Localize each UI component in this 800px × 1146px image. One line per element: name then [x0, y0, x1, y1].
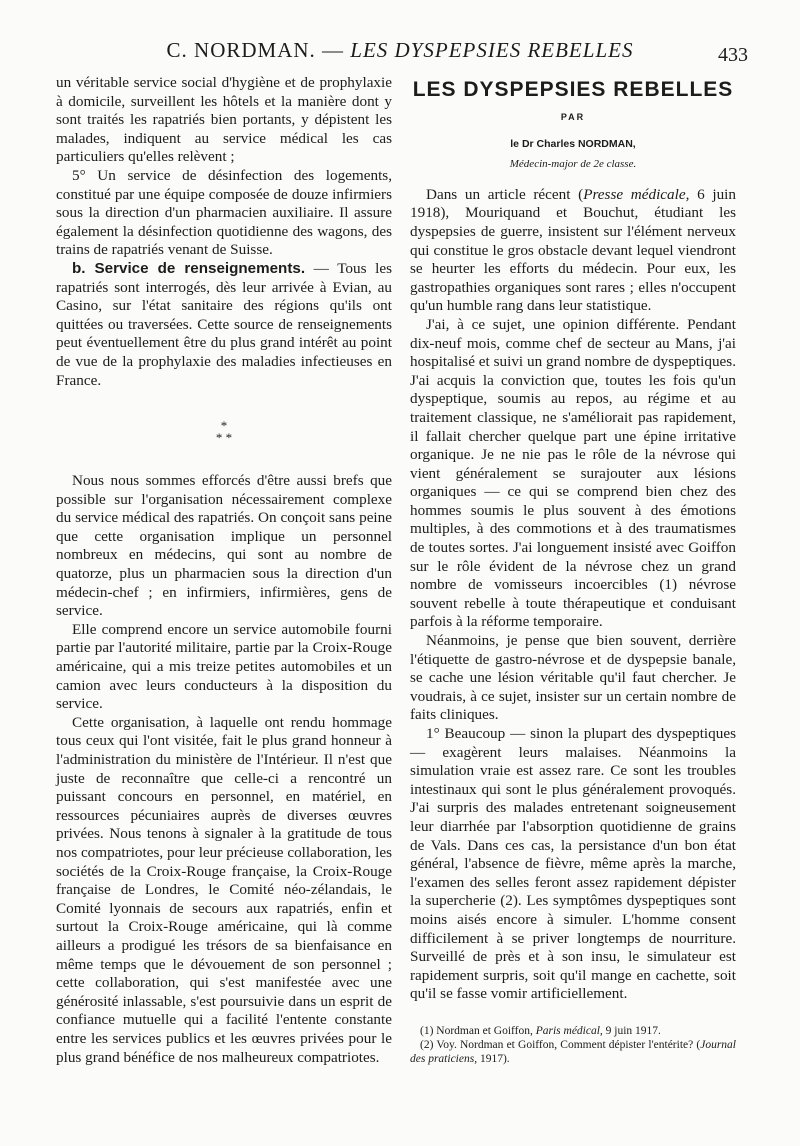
footnote-text: (2) Voy. Nordman et Goiffon, Comment dépister l'entérite? (: [420, 1038, 701, 1051]
paragraph: Nous nous sommes efforcés d'être aussi brefs que possible sur l'organisation nécessairement complexe du service médical des rapatriés. On conçoit sans peine que cette organisation implique un personnel nombreux en médecins, qui sont au nombre de quatorze, plus un pharmacien sous la direction d'un médecin-chef ; en infirmiers, infirmières, gens de service.: [56, 472, 392, 620]
footnote-text: (1) Nordman et Goiffon,: [420, 1024, 536, 1037]
text: 6 juin 1918), Mouriquand et Bouchut, étudiant les dyspepsies de guerre, insistent sur l'élément nerveux qui constitue le gros obstacle devant lequel viendront se heurter les efforts du médecin. Pour eux, les gastropathies organiques sont rares ; elles n'occupent qu'un humble rang dans leur statistique.: [410, 185, 736, 315]
paragraph: 1° Beaucoup — sinon la plupart des dyspeptiques — exagèrent leurs malaises. Néanmoins la simulation vraie est assez rare. Ce sont les troubles intestinaux qui sont le plus généralement provoqués. J'ai surpris des malades entretenant soigneusement leur diarrhée par l'absorption quotidienne de grains de Vals. Dans ces cas, la persistance d'un bon état général, l'absence de fièvre, même après la marche, l'examen des selles feront assez rapidement dépister la supercherie (2). Les symptômes dyspeptiques sont moins aisés encore à simuler. L'homme consent difficilement à se priver longtemps de nourriture. Surveillé de près et à son insu, le simulateur est rapidement surpris, soit qu'il mange en cachette, soit qu'il se fasse vomir artificiellement.: [410, 725, 736, 1003]
paragraph: Elle comprend encore un service automobile fourni partie par l'autorité militaire, partie par la Croix-Rouge américaine, qui a mis treize petites automobiles et un camion avec leurs conducteurs à la disposition du service.: [56, 620, 392, 713]
star-top: *: [220, 418, 228, 434]
footnote-citation: Journal des praticiens,: [410, 1038, 736, 1065]
paragraph: Néanmoins, je pense que bien souvent, derrière l'étiquette de gastro-névrose et de dyspepsie banale, se cache une lésion véritable qu'il faut chercher. Je voudrais, à ce sujet, insister sur un certain nombre de faits cliniques.: [410, 632, 736, 724]
byline-par: PAR: [560, 112, 586, 122]
paragraph: J'ai, à ce sujet, une opinion différente. Pendant dix-neuf mois, comme chef de secteur au Mans, j'ai hospitalisé et suivi un grand nombre de dyspeptiques. J'ai acquis la conviction que, toutes les fois qu'un dyspeptique, soumis au repos, au régime et au traitement classique, ne s'améliorait pas rapidement, il fallait chercher quelque part une épine irritative organique. Je ne nie pas le rôle de la névrose qui vient généralement se surajouter aux lésions organiques — ce qui se comprend bien chez des hommes soumis le plus souvent à des émotions multiples, à des commotions et à des traumatismes de toutes sortes. J'ai longuement insisté avec Goiffon sur le rôle évident de la névrose chez un grand nombre de vomisseurs incoercibles (1) névrose souvent rebelle à toute thérapeutique et conduisant parfois à la réforme temporaire.: [410, 315, 736, 631]
right-column: [410, 74, 736, 1066]
byline-rank: Médecin-major de 2e classe.: [509, 158, 637, 171]
footnotes: [410, 1024, 736, 1066]
page-number: 433: [718, 44, 748, 66]
paragraph-service-renseignements: [56, 260, 392, 390]
footnote-citation: Paris médical,: [535, 1024, 603, 1037]
footnote-text: 1917).: [477, 1052, 510, 1065]
footnote-text: 9 juin 1917.: [602, 1024, 661, 1037]
footnote-1: [410, 1024, 736, 1038]
running-head: [0, 38, 800, 72]
section-separator-stars: [56, 420, 392, 444]
text: Dans un article récent (: [426, 185, 584, 203]
running-head-separator: —: [322, 38, 345, 62]
article-title: LES DYSPEPSIES REBELLES: [412, 78, 734, 101]
running-head-author: C. NORDMAN.: [166, 38, 316, 62]
byline-author: le Dr Charles NORDMAN,: [510, 137, 636, 150]
paragraph-text: — Tous les rapatriés sont interrogés, dès leur arrivée à Evian, au Casino, sur l'état sanitaire des régions qu'ils ont quittées ou traversées. Cette source de renseignements peut éventuellement être du plus grand intérêt au point de vue de la prophylaxie des maladies infectieuses en France.: [56, 259, 392, 389]
star-bottom: * *: [215, 430, 233, 446]
left-column: [56, 74, 392, 1067]
paragraph-intro: [410, 186, 736, 316]
citation: Presse médicale,: [583, 185, 690, 203]
section-heading: b. Service de renseignements.: [72, 259, 306, 277]
running-head-title: LES DYSPEPSIES REBELLES: [350, 38, 634, 62]
footnote-2: [410, 1038, 736, 1066]
paragraph: 5° Un service de désinfection des logements, constitué par une équipe composée de douze infirmiers sous la direction d'un pharmacien auxiliaire. Il assure également la désinfection quotidienne des wagons, des trains de rapatriés venant de Suisse.: [56, 166, 392, 259]
paragraph: un véritable service social d'hygiène et de prophylaxie à domicile, surveillent les hôtels et la manière dont y sont traités les rapatriés bien portants, y dépistent les malades, indiquent au service médical les cas particuliers qu'elles relèvent ;: [56, 74, 392, 166]
paragraph: Cette organisation, à laquelle ont rendu hommage tous ceux qui l'ont visitée, fait le plus grand honneur à l'administration du ministère de l'Intérieur. Il n'est que juste de reconnaître que celle-ci a rencontré un puissant concours en personnel, en matériel, en ressources pécuniaires auprès de diverses œuvres privées. Nous tenons à signaler à la gratitude de tous nos compatriotes, pour leur précieuse collaboration, les sociétés de la Croix-Rouge française, la Croix-Rouge française de Londres, le Comité néo-zélandais, le Comité lyonnais de secours aux rapatriés, enfin et surtout la Croix-Rouge américaine, qui là comme ailleurs a prodigué les trésors de sa bienfaisance en même temps que le dévouement de son personnel ; cette collaboration, qui s'est manifestée avec une générosité inlassable, s'est poursuivie dans un esprit de confiance mutuelle qui a facilité l'entente constante entre les services publics et les œuvres privées pour le plus grand bénéfice de nos malheureux compatriotes.: [56, 713, 392, 1066]
